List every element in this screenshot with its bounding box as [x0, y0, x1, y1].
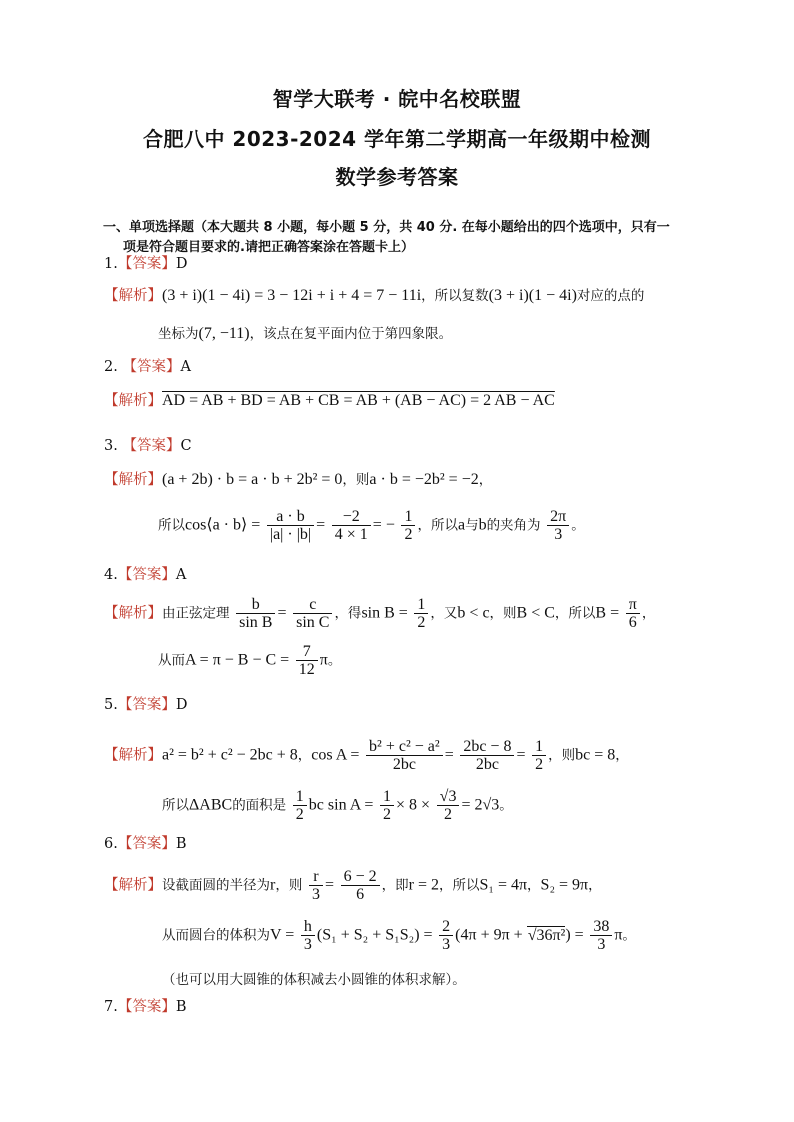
- q5-answer: [104, 695, 187, 715]
- q7-number: 7.: [104, 999, 118, 1015]
- q5-fraction-6: $\frac{√3}{2}$: [437, 788, 460, 823]
- q6-note-text: （也可以用大圆锥的体积减去小圆锥的体积求解）。: [162, 972, 466, 988]
- q3-text-2: ，: [478, 472, 493, 488]
- answer-label: 【答案】: [122, 438, 181, 454]
- q5-text-5: 的面积是: [232, 797, 287, 814]
- q6-text-4: ，所以: [438, 877, 480, 894]
- q6-equation-3: S₁ = 4π: [479, 876, 528, 894]
- analysis-label: 【解析】: [104, 288, 162, 304]
- q6-analysis-line-2: [162, 918, 636, 953]
- q1-answer: [104, 254, 187, 274]
- q4-text-6: ，: [641, 605, 656, 622]
- q3-number: 3.: [104, 438, 118, 454]
- q2-number: 2.: [104, 359, 118, 375]
- q3-choice: C: [180, 438, 192, 454]
- section-heading: [103, 218, 703, 258]
- q1-choice: D: [175, 256, 188, 272]
- q6-fraction-4: $\frac{2}{3}$: [439, 918, 453, 953]
- q6-analysis: 【解析】设截面圆的半径为r，则 $\frac{r}{3}$ = $\frac{6 - 2}{6}$ ，即r = 2，所以S₁ = 4π，S₂ = 9π，: [104, 868, 602, 903]
- q6-text-7: 从而圆台的体积为: [162, 927, 270, 944]
- analysis-label: 【解析】: [104, 393, 162, 409]
- q5-analysis: 【解析】a² = b² + c² − 2bc + 8，cos A = $\frac{\text{b² + c² − a²}}{2bc}$ = $\frac{2bc - 8}{2bc}$ = $\frac{1}{2}$ ，则bc = 8，: [104, 738, 629, 773]
- q4-number: 4.: [104, 567, 118, 583]
- q4-text-5: ，所以: [554, 605, 596, 622]
- q6-fraction-2: $\frac{6 - 2}{6}$: [341, 868, 380, 903]
- q5-equation-7: = 2√3: [461, 796, 500, 814]
- q1-number: 1.: [104, 256, 118, 272]
- answer-label: 【答案】: [117, 836, 176, 852]
- q4-equation-3: B < C: [516, 604, 555, 622]
- q5-text-4: 所以: [162, 797, 189, 814]
- q4-equation-4: B =: [595, 604, 620, 622]
- q3-cos: cos⟨a · b⟩ =: [185, 516, 261, 534]
- q6-fraction-3: $\frac{h}{3}$: [301, 918, 315, 953]
- q3-fraction-4: $\frac{2\pi}{3}$: [547, 508, 569, 543]
- answer-label: 【答案】: [117, 697, 176, 713]
- header-line-1: 智学大联考 · 皖中名校联盟: [272, 87, 522, 111]
- q7-answer: [104, 997, 187, 1017]
- section-heading-line-1: 一、单项选择题（本大题共 8 小题，每小题 5 分，共 40 分. 在每小题给出的四个选项中，只有一: [103, 220, 670, 235]
- q3-text-6: 的夹角为: [486, 517, 541, 534]
- q6-note: [162, 970, 466, 990]
- header-line-3: 数学参考答案: [335, 165, 459, 189]
- q4-text-7: 从而: [158, 652, 185, 669]
- q5-equation-3: bc = 8: [575, 746, 616, 764]
- q6-equation-1: r: [270, 876, 276, 894]
- q2-answer: [104, 357, 191, 377]
- q4-equation-2: b < c: [457, 604, 490, 622]
- q6-fraction-5: $\frac{38}{3}$: [590, 918, 612, 953]
- q6-sqrt: √36π²: [527, 926, 566, 944]
- q1-analysis: [104, 286, 644, 306]
- q6-choice: B: [175, 836, 187, 852]
- q5-text-3: ，: [615, 747, 629, 764]
- q4-analysis-line-2: [158, 643, 341, 678]
- section-heading-line-2: 项是符合题目要求的.请把正确答案涂在答题卡上）: [123, 240, 414, 255]
- q3-fraction-2: $\frac{-2}{4 \times 1}$: [332, 508, 371, 543]
- q4-text-4: ，则: [489, 605, 517, 622]
- q5-fraction-4: $\frac{1}{2}$: [293, 788, 307, 823]
- analysis-label: 【解析】: [104, 472, 162, 488]
- header-line-2: 合肥八中 2023-2024 学年第二学期高一年级期中检测: [142, 127, 652, 151]
- q3-text-1: ，则: [342, 472, 370, 488]
- analysis-label: 【解析】: [104, 877, 162, 894]
- q3-text-7: 。: [571, 517, 585, 534]
- q4-fraction-5: $\frac{7}{12}$: [296, 643, 318, 678]
- q6-equation-7: (4π + 9π +: [455, 926, 527, 944]
- q6-number: 6.: [104, 836, 118, 852]
- q5-fraction-2: $\frac{2bc - 8}{2bc}$: [460, 738, 514, 773]
- q1-equation: (3 + i)(1 − 4i) = 3 − 12i + i + 4 = 7 − 11i: [162, 287, 422, 304]
- q6-text-3: ，即: [381, 877, 409, 894]
- q5-equation-2: cos A =: [311, 746, 360, 764]
- q6-text-8: 。: [622, 927, 636, 944]
- q5-equation-6: × 8 ×: [396, 796, 431, 814]
- q1-text-2: 对应的点的: [576, 288, 645, 304]
- q5-fraction-1: $\frac{\text{b² + c² − a²}}{2bc}$: [366, 738, 443, 773]
- q4-fraction-1: $\frac{b}{\text{sin B}}$: [236, 596, 275, 631]
- q5-equation-1: a² = b² + c² − 2bc + 8: [162, 746, 298, 764]
- q5-equation-5: bc sin A =: [308, 796, 374, 814]
- q3-text-5: 与: [465, 517, 479, 534]
- q1-point: (7, −11): [198, 325, 250, 342]
- q5-fraction-3: $\frac{1}{2}$: [532, 738, 546, 773]
- q6-text-1: 设截面圆的半径为: [162, 877, 270, 894]
- q3-text-3: 所以: [158, 517, 185, 534]
- q6-fraction-1: $\frac{r}{3}$: [309, 868, 323, 903]
- q3-analysis: [104, 470, 492, 490]
- q4-analysis: 【解析】由正弦定理 $\frac{b}{\text{sin B}}$ = $\frac{c}{\text{sin C}}$ ，得sin B = $\frac{1}{2}$ ，又b < c，则B < C，所以B = $\frac{\pi}{6}$ ，: [104, 596, 656, 631]
- q4-equation-5: A = π − B − C =: [185, 651, 290, 669]
- q4-fraction-2: $\frac{c}{\text{sin C}}$: [293, 596, 332, 631]
- q5-text-1: ，: [297, 747, 312, 764]
- q1-text-1: ，所以复数: [421, 288, 489, 304]
- q3-answer: [104, 436, 192, 456]
- q4-text-3: ，又: [430, 605, 458, 622]
- q3-text-4: ，所以: [417, 517, 458, 534]
- q1-equation-2: (3 + i)(1 − 4i): [488, 287, 577, 304]
- analysis-label: 【解析】: [104, 605, 162, 622]
- q5-text-6: 。: [499, 797, 513, 814]
- q3-fraction-3: $\frac{1}{2}$: [401, 508, 415, 543]
- q7-choice: B: [175, 999, 187, 1015]
- answer-label: 【答案】: [117, 567, 176, 583]
- q4-text-8: 。: [327, 652, 342, 669]
- q2-analysis: [104, 391, 555, 411]
- q6-equation-8: ) =: [565, 926, 584, 944]
- q4-choice: A: [175, 567, 187, 583]
- q4-text-1: 由正弦定理: [162, 605, 230, 622]
- q3-analysis-line-2: 所以cos⟨a · b⟩ = $\frac{a \cdot b}{|a| \cdot |b|}$ = $\frac{-2}{4 \times 1}$ = − $\frac{1}{2}$ ，所以a与b的夹角为 $\frac{2\pi}{3}$ 。: [158, 508, 585, 543]
- q1-text-4: ，该点在复平面内位于第四象限。: [249, 326, 453, 342]
- q1-analysis-line-2: [158, 324, 452, 344]
- q6-equation-5: V =: [270, 926, 295, 944]
- q6-answer: [104, 834, 187, 854]
- q5-choice: D: [175, 697, 188, 713]
- q5-fraction-5: $\frac{1}{2}$: [380, 788, 394, 823]
- q6-text-5: ，: [527, 877, 541, 894]
- answer-label: 【答案】: [117, 256, 176, 272]
- q5-equation-4: ΔABC: [189, 796, 233, 814]
- q4-text-2: ，得: [334, 605, 362, 622]
- q3-equation: (a + 2b) · b = a · b + 2b² = 0: [162, 471, 343, 488]
- q4-fraction-4: $\frac{\pi}{6}$: [626, 596, 640, 631]
- q5-analysis-line-2: [162, 788, 513, 823]
- q5-number: 5.: [104, 697, 118, 713]
- q4-answer: [104, 565, 186, 585]
- q4-fraction-3: $\frac{1}{2}$: [414, 596, 428, 631]
- q3-equation-3: = −: [372, 516, 395, 534]
- q6-text-6: ，: [588, 877, 602, 894]
- q1-text-3: 坐标为: [158, 326, 199, 342]
- q4-equation-6: π: [319, 651, 328, 669]
- q5-text-2: ，则: [548, 747, 576, 764]
- analysis-label: 【解析】: [104, 747, 162, 764]
- answer-label: 【答案】: [122, 359, 181, 375]
- q4-equation-1: sin B =: [361, 604, 408, 622]
- q6-text-2: ，则: [275, 877, 303, 894]
- q2-choice: A: [180, 359, 191, 375]
- q2-vector-equation: AD = AB + BD = AB + CB = AB + (AB − AC) = 2 AB − AC: [162, 392, 555, 409]
- q6-equation-9: π: [614, 926, 623, 944]
- q6-equation-6: (S₁ + S₂ + S₁S₂) =: [316, 926, 433, 944]
- q3-equation-2: a · b = −2b² = −2: [369, 471, 479, 488]
- q6-equation-4: S₂ = 9π: [540, 876, 589, 894]
- answer-label: 【答案】: [117, 999, 176, 1015]
- q3-fraction-1: $\frac{a \cdot b}{|a| \cdot |b|}$: [267, 508, 314, 543]
- q6-equation-2: r = 2: [408, 876, 439, 894]
